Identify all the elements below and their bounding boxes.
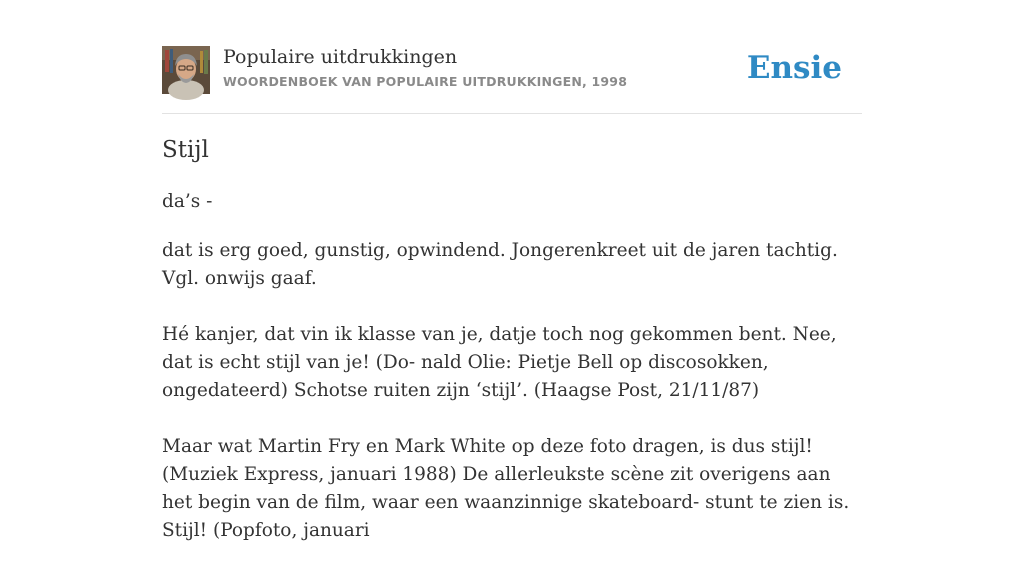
entry-body — [162, 237, 862, 573]
entry-paragraph: Maar wat Martin Fry en Mark White op deze foto dragen, is dus stijl! (Muziek Express, januari 1988) De allerleukste scène zit overigens aan het begin van de film, waar een waanzinnige skateboard- stunt te zien is. Stijl! (Popfoto, januari — [162, 436, 850, 541]
source-subtitle[interactable]: WOORDENBOEK VAN POPULAIRE UITDRUKKINGEN, 1998 — [223, 74, 628, 89]
author-avatar[interactable] — [162, 46, 210, 94]
entry-paragraph: Hé kanjer, dat vin ik klasse van je, datje toch nog gekommen bent. Nee, dat is echt stijl van je! (Do- nald Olie: Pietje Bell op discosokken, ongedateerd) Schotse ruiten zijn ‘stijl’. (Haagse Post, 21/11/87) — [162, 324, 837, 401]
entry-paragraph: dat is erg goed, gunstig, opwindend. Jongerenkreet uit de jaren tachtig. Vgl. onwijs gaaf. — [162, 240, 838, 289]
author-portrait-image — [162, 46, 210, 94]
source-title[interactable]: Populaire uitdrukkingen — [223, 46, 458, 68]
entry-heading: da’s - — [162, 191, 213, 212]
source-header — [162, 46, 862, 96]
header-divider — [162, 113, 862, 114]
entry-title: Stijl — [162, 137, 209, 163]
ensie-logo[interactable]: Ensie — [746, 50, 842, 86]
